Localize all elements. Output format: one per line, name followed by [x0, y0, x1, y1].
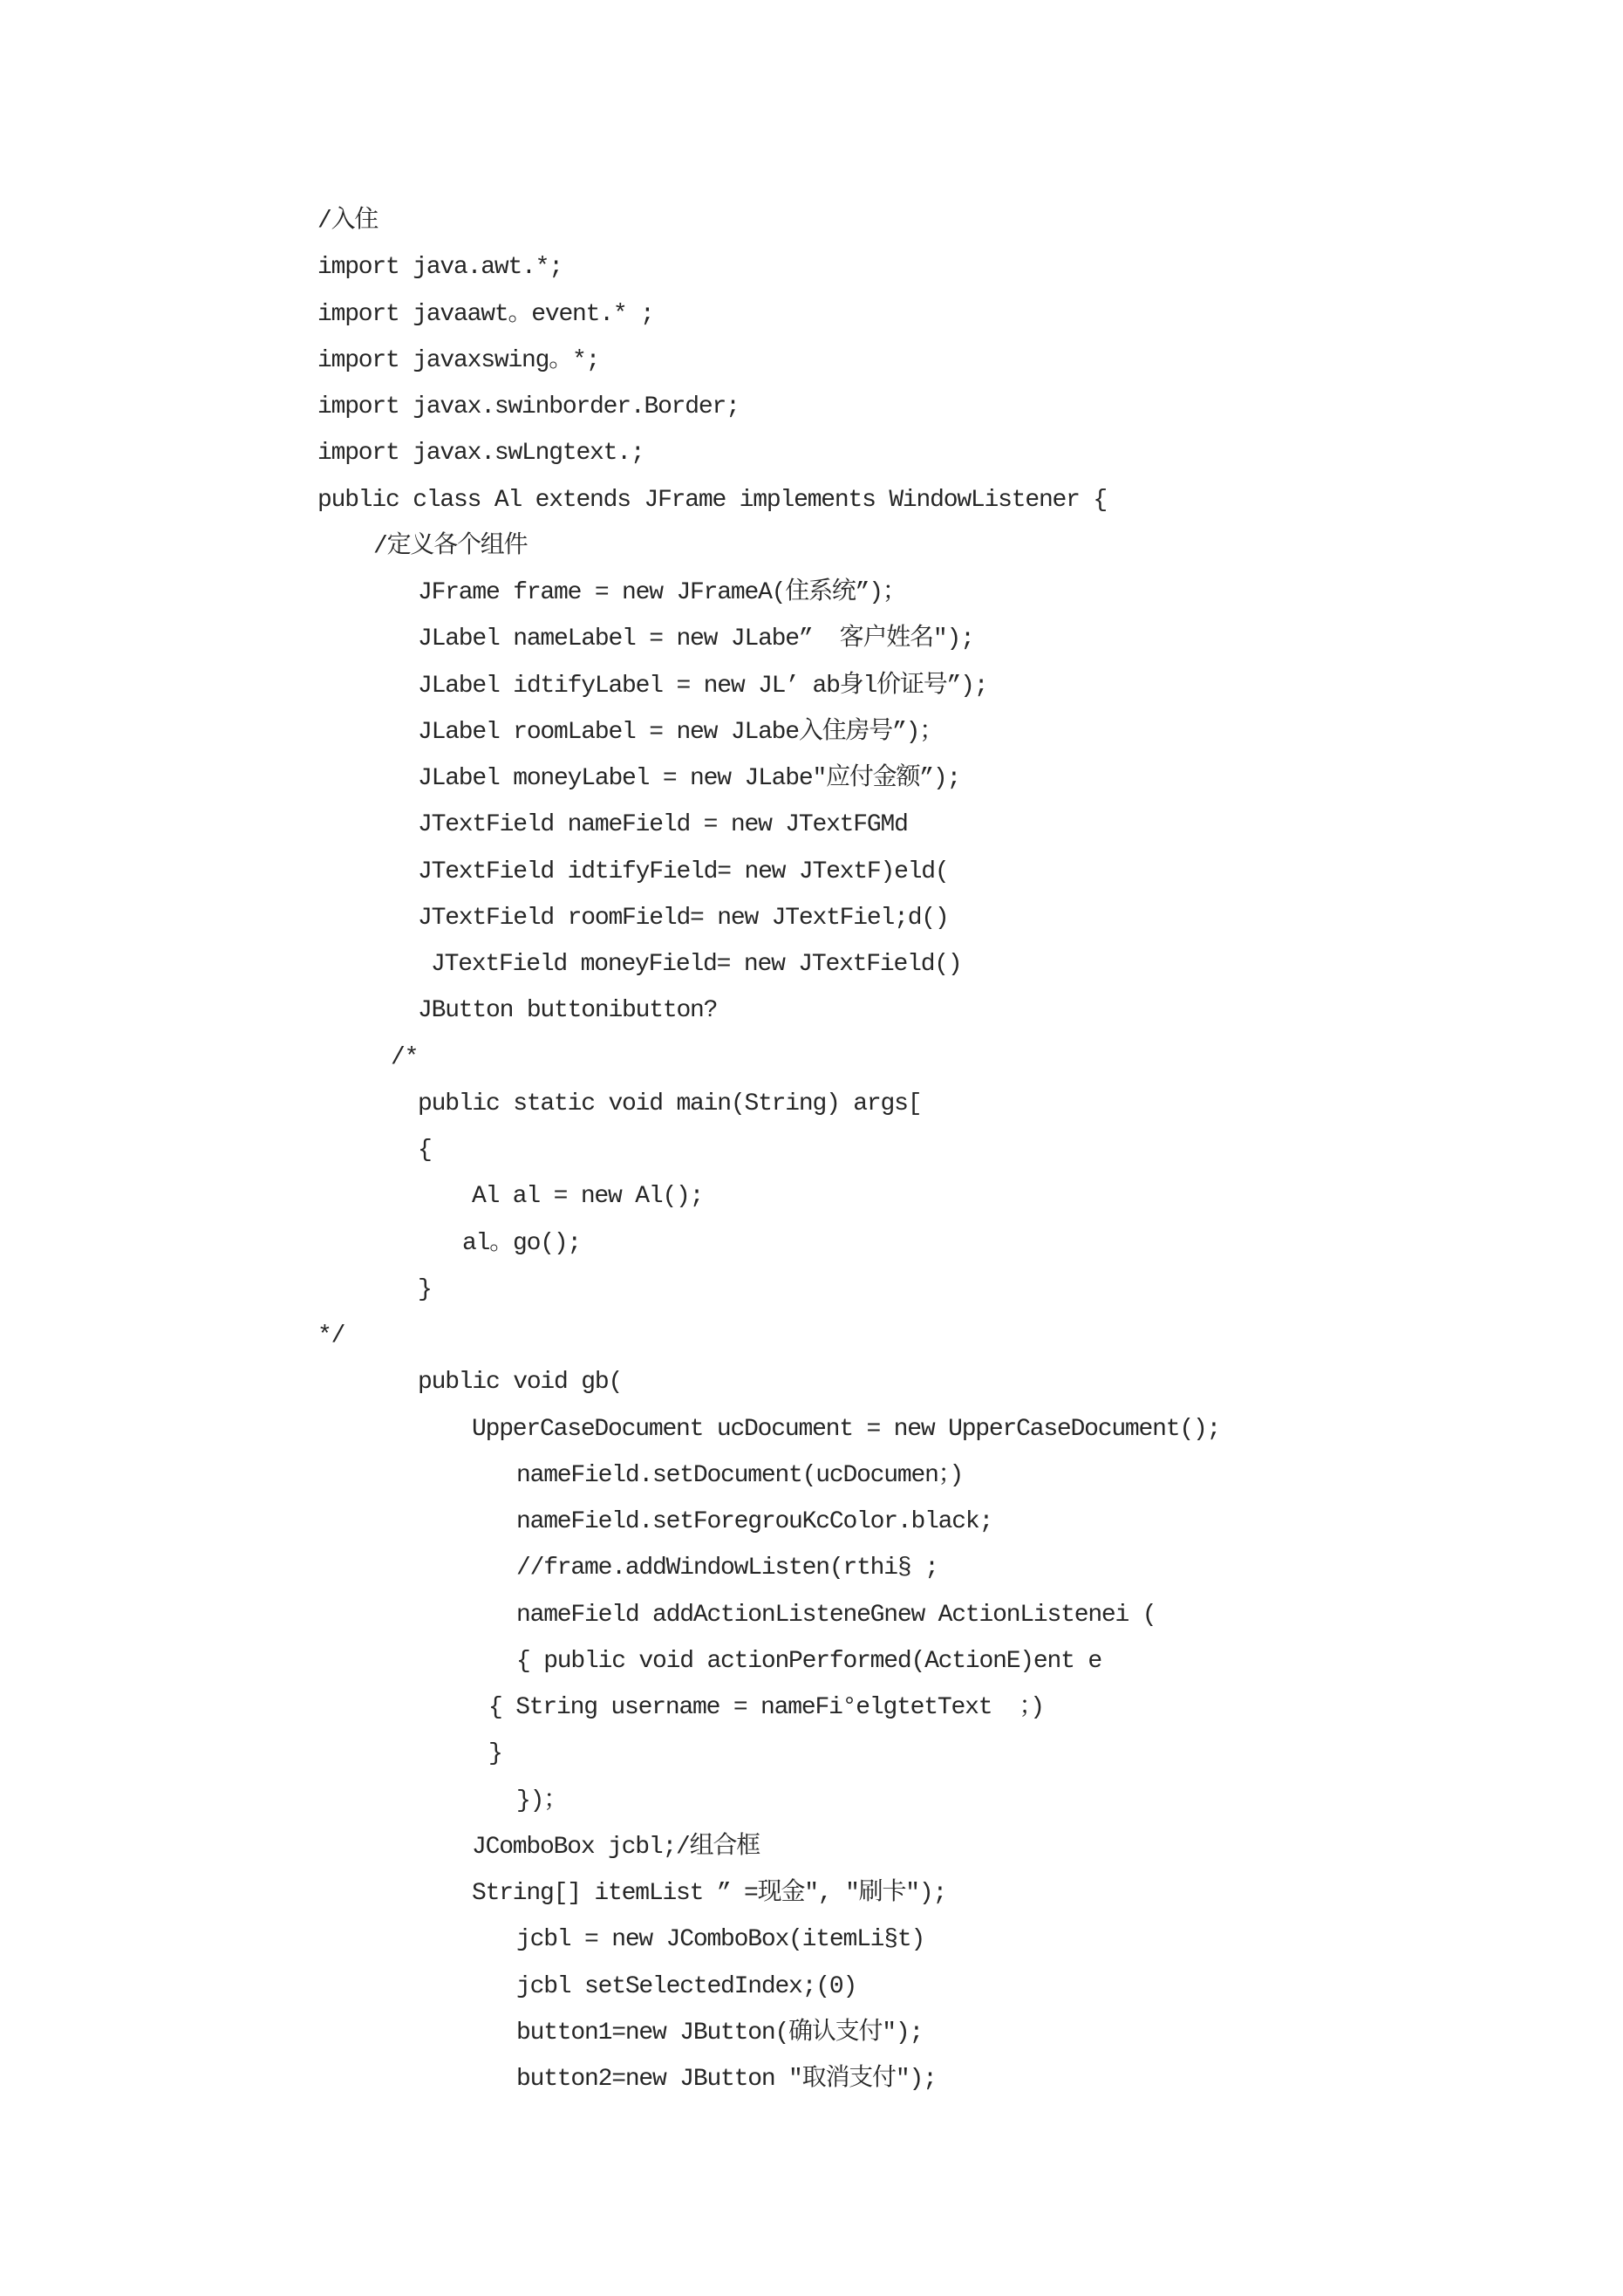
code-line: { [418, 1137, 432, 1164]
code-line: Al al = new Al(); [472, 1183, 704, 1211]
code-line: */ [317, 1322, 345, 1350]
code-line: })； [516, 1787, 568, 1814]
code-line: JFrame frame = new JFrameA(住系统”)； [418, 579, 906, 606]
code-line: JTextField moneyField= new JTextField() [431, 951, 962, 978]
code-line: { String username = nameFi°elgtetText ；) [488, 1694, 1044, 1721]
code-line: JLabel roomLabel = new JLabe入住房号”)； [418, 718, 944, 746]
code-line: jcbl setSelectedIndex;(0) [516, 1972, 857, 2000]
code-line: button2=new JButton ″取消支付″); [516, 2066, 937, 2093]
code-line: JLabel idtifyLabel = new JL’ ab身l价证号”); [418, 672, 988, 700]
code-line: JLabel nameLabel = new JLabe” 客户姓名″); [418, 625, 974, 653]
code-line: JTextField nameField = new JTextFGMd [418, 811, 908, 839]
code-line: public void gb( [418, 1369, 623, 1397]
code-line: nameField addActionListeneGnew ActionListenei ( [516, 1601, 1156, 1629]
code-line: import javax.swinborder.Border; [317, 393, 740, 420]
code-line: JComboBox jcbl;/组合框 [472, 1833, 760, 1861]
code-line: jcbl = new JComboBox(itemLi§t) [516, 1926, 925, 1954]
code-line: /* [391, 1043, 419, 1071]
code-line: /定义各个组件 [373, 532, 528, 560]
code-line: public class Al extends JFrame implements WindowListener { [317, 486, 1107, 514]
code-line: //frame.addWindowListen(rthi§ ; [516, 1555, 938, 1582]
code-line: { public void actionPerformed(ActionE)ent e [516, 1647, 1101, 1675]
code-line: /入住 [317, 208, 378, 235]
code-line: JButton buttonibutton? [418, 997, 718, 1025]
code-line: UpperCaseDocument ucDocument = new UpperCaseDocument(); [472, 1415, 1221, 1443]
code-line: nameField.setDocument(ucDocumen；) [516, 1461, 964, 1489]
code-line: import java.awt.*; [317, 254, 563, 282]
code-line: JTextField idtifyField= new JTextF)eld( [418, 858, 949, 885]
code-line: public static void main(String) args[ [418, 1090, 922, 1117]
code-line: nameField.setForegrouKcColor.black; [516, 1508, 993, 1535]
code-listing [0, 198, 1623, 2102]
code-line: JTextField roomField= new JTextFiel;d() [418, 904, 949, 932]
code-line: JLabel moneyLabel = new JLabe"应付金额”); [418, 765, 961, 792]
code-line: import javaxswing。*; [317, 346, 600, 374]
code-line: String[] itemList ” =现金″, ″刷卡″); [472, 1880, 947, 1907]
code-line: al。go(); [462, 1229, 582, 1257]
code-line: import javax.swLngtext.; [317, 440, 644, 468]
code-line: import javaawt。event.* ; [317, 300, 654, 328]
code-line: button1=new JButton(确认支付″); [516, 2019, 924, 2047]
code-line: } [418, 1275, 432, 1303]
code-line: } [488, 1740, 502, 1768]
